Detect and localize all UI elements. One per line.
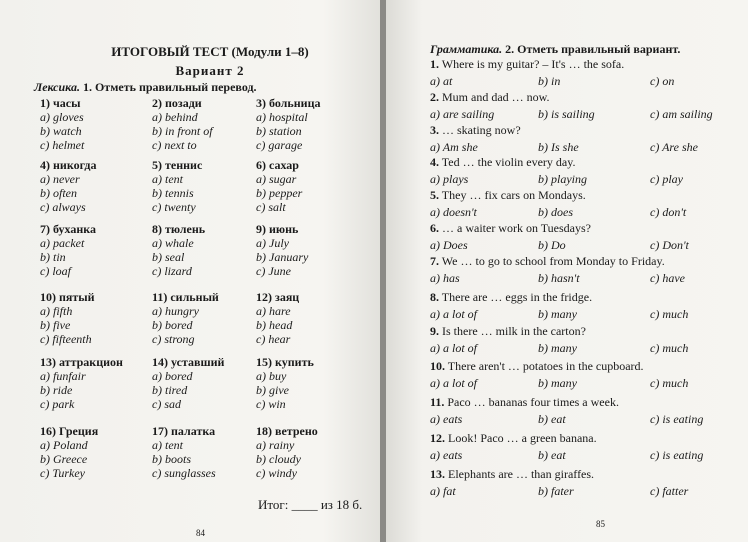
option-c[interactable]: c) sad xyxy=(152,397,181,411)
answer-options xyxy=(430,341,730,355)
question-number: 7. xyxy=(430,254,439,268)
question-stem xyxy=(430,359,730,374)
option-a[interactable]: a) a lot of xyxy=(430,307,477,321)
question-number: 1. xyxy=(430,57,439,71)
option-c[interactable]: c) win xyxy=(256,397,286,411)
option-c[interactable]: c) play xyxy=(650,172,683,186)
question-number: 4. xyxy=(430,155,439,169)
option-c[interactable]: c) have xyxy=(650,271,685,285)
option-b[interactable]: b) tired xyxy=(152,383,188,397)
grammar-question xyxy=(430,359,730,390)
option-c[interactable]: c) Don't xyxy=(650,238,689,252)
question-stem xyxy=(430,324,730,339)
option-c[interactable]: c) park xyxy=(40,397,75,411)
option-a[interactable]: a) fat xyxy=(430,484,456,498)
vocab-question xyxy=(152,96,213,152)
option-a[interactable]: a) eats xyxy=(430,448,463,462)
question-text: Look! Paco … a green banana. xyxy=(448,431,597,445)
option-b[interactable]: b) tin xyxy=(40,250,66,264)
option-b[interactable]: b) hasn't xyxy=(538,271,580,285)
vocab-word: 5) теннис xyxy=(152,158,203,172)
option-a[interactable]: a) Am she xyxy=(430,140,478,154)
option-c[interactable]: c) Are she xyxy=(650,140,698,154)
vocab-question xyxy=(40,222,96,278)
vocab-question xyxy=(40,96,84,152)
answer-options xyxy=(430,271,730,285)
option-a[interactable]: a) are sailing xyxy=(430,107,495,121)
option-c[interactable]: c) much xyxy=(650,307,689,321)
option-b[interactable]: b) seal xyxy=(152,250,185,264)
option-b[interactable]: b) playing xyxy=(538,172,587,186)
question-text: Elephants are … than giraffes. xyxy=(448,467,595,481)
grammar-question xyxy=(430,188,730,219)
option-c[interactable]: c) June xyxy=(256,264,291,278)
vocab-word: 9) июнь xyxy=(256,222,299,236)
vocab-question xyxy=(40,158,97,214)
question-stem xyxy=(430,57,730,72)
vocab-word: 17) палатка xyxy=(152,424,216,438)
vocab-question xyxy=(152,424,216,480)
answer-options xyxy=(430,376,730,390)
vocab-word: 10) пятый xyxy=(40,290,95,304)
option-b[interactable]: b) often xyxy=(40,186,77,200)
question-number: 2. xyxy=(430,90,439,104)
question-stem xyxy=(430,90,730,105)
option-b[interactable]: b) eat xyxy=(538,412,566,426)
option-b[interactable]: b) ride xyxy=(40,383,73,397)
option-a[interactable]: a) a lot of xyxy=(430,376,477,390)
question-number: 10. xyxy=(430,359,445,373)
vocab-word: 4) никогда xyxy=(40,158,97,172)
option-b[interactable]: b) eat xyxy=(538,448,566,462)
option-c[interactable]: c) strong xyxy=(152,332,195,346)
answer-options xyxy=(430,107,730,121)
grammar-question xyxy=(430,90,730,121)
option-a[interactable]: a) tent xyxy=(152,438,183,452)
answer-options xyxy=(430,172,730,186)
option-a[interactable]: a) Does xyxy=(430,238,468,252)
option-a[interactable]: a) a lot of xyxy=(430,341,477,355)
option-b[interactable]: b) give xyxy=(256,383,289,397)
question-stem xyxy=(430,221,730,236)
grammar-question xyxy=(430,324,730,355)
grammar-question xyxy=(430,155,730,186)
question-number: 9. xyxy=(430,324,439,338)
option-b[interactable]: b) many xyxy=(538,307,577,321)
option-b[interactable]: b) in front of xyxy=(152,124,213,138)
question-stem xyxy=(430,467,730,482)
vocab-word: 2) позади xyxy=(152,96,202,110)
option-a[interactable]: a) July xyxy=(256,236,289,250)
option-b[interactable]: b) Is she xyxy=(538,140,579,154)
option-b[interactable]: b) January xyxy=(256,250,309,264)
option-c[interactable]: c) is eating xyxy=(650,412,704,426)
grammar-question xyxy=(430,254,730,285)
question-text: There aren't … potatoes in the cupboard. xyxy=(447,359,644,373)
answer-options xyxy=(430,74,730,88)
question-number: 6. xyxy=(430,221,439,235)
option-a[interactable]: a) sugar xyxy=(256,172,297,186)
option-c[interactable]: c) Turkey xyxy=(40,466,85,480)
grammar-section-text: 2. Отметь правильный вариант. xyxy=(502,42,681,56)
answer-options xyxy=(430,448,730,462)
vocab-question xyxy=(152,355,224,411)
grammar-question xyxy=(430,123,730,154)
option-b[interactable]: b) Do xyxy=(538,238,566,252)
option-a[interactable]: a) rainy xyxy=(256,438,295,452)
option-a[interactable]: a) eats xyxy=(430,412,463,426)
answer-options xyxy=(430,412,730,426)
option-a[interactable]: a) hungry xyxy=(152,304,199,318)
option-c[interactable]: c) twenty xyxy=(152,200,196,214)
question-text: They … fix cars on Mondays. xyxy=(441,188,586,202)
vocab-word: 11) сильный xyxy=(152,290,219,304)
option-b[interactable]: b) is sailing xyxy=(538,107,595,121)
vocab-word: 13) аттракцион xyxy=(40,355,123,369)
vocab-word: 16) Греция xyxy=(40,424,99,438)
option-a[interactable]: a) packet xyxy=(40,236,85,250)
question-stem xyxy=(430,188,730,203)
option-c[interactable]: c) much xyxy=(650,341,689,355)
vocab-word: 1) часы xyxy=(40,96,81,110)
option-c[interactable]: c) sunglasses xyxy=(152,466,216,480)
option-c[interactable]: c) garage xyxy=(256,138,303,152)
grammar-question xyxy=(430,395,730,426)
question-stem xyxy=(430,395,730,410)
vocab-word: 18) ветрено xyxy=(256,424,318,438)
option-a[interactable]: a) at xyxy=(430,74,453,88)
option-b[interactable]: b) head xyxy=(256,318,293,332)
question-number: 13. xyxy=(430,467,445,481)
option-c[interactable]: c) is eating xyxy=(650,448,704,462)
question-number: 5. xyxy=(430,188,439,202)
option-a[interactable]: a) fifth xyxy=(40,304,73,318)
vocab-question xyxy=(256,290,299,346)
grammar-question xyxy=(430,290,730,321)
option-c[interactable]: c) helmet xyxy=(40,138,85,152)
option-b[interactable]: b) in xyxy=(538,74,561,88)
vocabulary-section-prefix: Лексика. xyxy=(34,80,80,94)
vocab-word: 14) уставший xyxy=(152,355,225,369)
option-b[interactable]: b) cloudy xyxy=(256,452,301,466)
answer-options xyxy=(430,205,730,219)
option-a[interactable]: a) plays xyxy=(430,172,469,186)
test-title: ИТОГОВЫЙ ТЕСТ (Модули 1–8) xyxy=(111,44,309,59)
option-c[interactable]: c) fifteenth xyxy=(40,332,92,346)
vocab-question xyxy=(256,158,302,214)
option-c[interactable]: c) windy xyxy=(256,466,297,480)
option-a[interactable]: a) Poland xyxy=(40,438,88,452)
option-a[interactable]: a) whale xyxy=(152,236,194,250)
vocab-question xyxy=(40,424,98,480)
option-a[interactable]: a) behind xyxy=(152,110,198,124)
question-stem xyxy=(430,290,730,305)
option-a[interactable]: a) never xyxy=(40,172,80,186)
option-b[interactable]: b) many xyxy=(538,341,577,355)
option-a[interactable]: a) funfair xyxy=(40,369,86,383)
option-a[interactable]: a) tent xyxy=(152,172,183,186)
vocab-question xyxy=(256,222,308,278)
option-c[interactable]: c) lizard xyxy=(152,264,192,278)
vocabulary-section-text: 1. Отметь правильный перевод. xyxy=(79,80,257,94)
option-c[interactable]: c) always xyxy=(40,200,86,214)
grammar-question xyxy=(430,221,730,252)
option-a[interactable]: a) gloves xyxy=(40,110,84,124)
option-a[interactable]: a) hospital xyxy=(256,110,308,124)
option-b[interactable]: b) Greece xyxy=(40,452,88,466)
option-b[interactable]: b) watch xyxy=(40,124,82,138)
option-b[interactable]: b) bored xyxy=(152,318,193,332)
vocab-word: 6) сахар xyxy=(256,158,299,172)
option-b[interactable]: b) fater xyxy=(538,484,574,498)
option-a[interactable]: a) hare xyxy=(256,304,291,318)
vocab-word: 15) купить xyxy=(256,355,314,369)
vocab-question xyxy=(256,96,321,152)
question-number: 11. xyxy=(430,395,445,409)
question-number: 8. xyxy=(430,290,439,304)
option-c[interactable]: c) on xyxy=(650,74,675,88)
vocabulary-section-heading xyxy=(34,80,257,95)
question-number: 12. xyxy=(430,431,445,445)
question-text: Mum and dad … now. xyxy=(442,90,550,104)
grammar-section-prefix: Грамматика. xyxy=(430,42,503,56)
option-c[interactable]: c) fatter xyxy=(650,484,689,498)
option-b[interactable]: b) tennis xyxy=(152,186,194,200)
grammar-question xyxy=(430,57,730,88)
question-text: There are … eggs in the fridge. xyxy=(441,290,593,304)
vocab-word: 7) буханка xyxy=(40,222,97,236)
vocab-question xyxy=(152,290,219,346)
answer-options xyxy=(430,238,730,252)
option-c[interactable]: c) loaf xyxy=(40,264,71,278)
grammar-question xyxy=(430,467,730,498)
vocab-question xyxy=(256,424,318,480)
option-c[interactable]: c) much xyxy=(650,376,689,390)
option-b[interactable]: b) five xyxy=(40,318,71,332)
grammar-section-heading xyxy=(430,42,680,57)
answer-options xyxy=(430,307,730,321)
option-b[interactable]: b) station xyxy=(256,124,302,138)
option-c[interactable]: c) am sailing xyxy=(650,107,713,121)
question-text: Paco … bananas four times a week. xyxy=(447,395,619,409)
question-text: Where is my guitar? – It's … the sofa. xyxy=(441,57,625,71)
vocab-question xyxy=(40,355,123,411)
option-b[interactable]: b) many xyxy=(538,376,577,390)
answer-options xyxy=(430,140,730,154)
option-b[interactable]: b) pepper xyxy=(256,186,303,200)
answer-options xyxy=(430,484,730,498)
question-stem xyxy=(430,123,730,138)
question-number: 3. xyxy=(430,123,439,137)
page-number-left: 84 xyxy=(196,528,205,538)
option-a[interactable]: a) buy xyxy=(256,369,287,383)
option-b[interactable]: b) boots xyxy=(152,452,191,466)
question-stem xyxy=(430,155,730,170)
option-a[interactable]: a) bored xyxy=(152,369,193,383)
page-number-right: 85 xyxy=(596,519,605,529)
grammar-question xyxy=(430,431,730,462)
option-c[interactable]: c) hear xyxy=(256,332,291,346)
question-text: … a waiter work on Tuesdays? xyxy=(442,221,591,235)
option-a[interactable]: a) doesn't xyxy=(430,205,477,219)
question-text: Ted … the violin every day. xyxy=(441,155,576,169)
vocab-question xyxy=(256,355,314,411)
option-c[interactable]: c) salt xyxy=(256,200,286,214)
vocab-word: 8) тюлень xyxy=(152,222,206,236)
question-stem xyxy=(430,431,730,446)
option-c[interactable]: c) next to xyxy=(152,138,197,152)
option-a[interactable]: a) has xyxy=(430,271,460,285)
question-text: Is there … milk in the carton? xyxy=(442,324,586,338)
vocab-question xyxy=(152,158,202,214)
vocab-word: 3) больница xyxy=(256,96,321,110)
question-text: We … to go to school from Monday to Friday. xyxy=(441,254,665,268)
vocab-word: 12) заяц xyxy=(256,290,300,304)
option-b[interactable]: b) does xyxy=(538,205,573,219)
question-stem xyxy=(430,254,730,269)
vocab-question xyxy=(152,222,205,278)
vocab-question xyxy=(40,290,95,346)
question-text: … skating now? xyxy=(442,123,521,137)
option-c[interactable]: c) don't xyxy=(650,205,687,219)
total-score-line: Итог: ____ из 18 б. xyxy=(258,497,363,512)
variant-label: Вариант 2 xyxy=(175,63,245,78)
